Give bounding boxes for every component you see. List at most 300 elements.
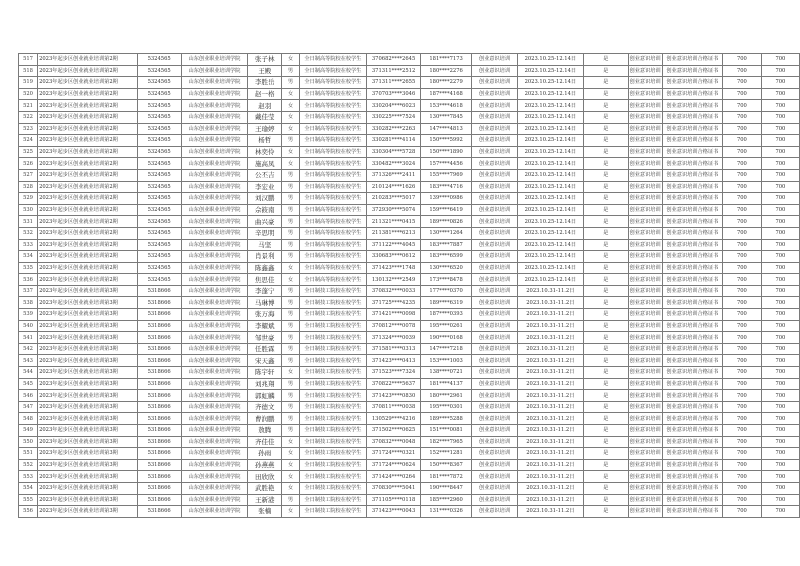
gender-cell: 女 [282,146,299,158]
training-period-cell: 2023.10.25-12.14日 [517,216,583,228]
category-cell: 全日制高等院校在校学生 [299,158,367,170]
training-batch-cell: 2023年起步区创业就业培训第3期 [38,494,137,506]
gender-cell: 女 [282,506,299,518]
qualified-cell: 是 [583,251,628,263]
subsidy-amount-cell: 700 [761,378,799,390]
training-period-cell: 2023.10.25-12.14日 [517,262,583,274]
row-number-cell: 532 [19,227,38,239]
class-code-cell: 5318666 [137,309,181,321]
category-cell: 全日制高等院校在校学生 [299,274,367,286]
certificate-type-cell: 创业意识培训 [628,425,662,437]
class-code-cell: 5324565 [137,54,181,66]
phone-cell: 187****4168 [420,88,471,100]
gender-cell: 男 [282,65,299,77]
training-period-cell: 2023.10.31-11.2日 [517,425,583,437]
training-batch-cell: 2023年起步区创业就业培训第2期 [38,135,137,147]
category-cell: 全日制技工院校在校学生 [299,343,367,355]
training-batch-cell: 2023年起步区创业就业培训第2期 [38,227,137,239]
course-type-cell: 创业意识培训 [472,297,517,309]
row-number-cell: 552 [19,459,38,471]
id-number-cell: 210283****5017 [367,193,421,205]
subsidy-amount-cell: 700 [761,251,799,263]
certificate-type-cell: 创业意识培训 [628,332,662,344]
certificate-type-cell: 创业意识培训 [628,285,662,297]
institution-cell: 山东创业职业培训学院 [181,262,247,274]
institution-cell: 山东创业职业培训学院 [181,494,247,506]
institution-cell: 山东创业职业培训学院 [181,158,247,170]
roster-table-body [19,54,800,518]
subsidy-standard-cell: 700 [722,262,761,274]
course-type-cell: 创业意识培训 [472,88,517,100]
table-row [19,100,800,112]
training-batch-cell: 2023年起步区创业就业培训第2期 [38,251,137,263]
certificate-name-cell: 创业意识培训合格证书 [662,216,722,228]
gender-cell: 男 [282,378,299,390]
subsidy-amount-cell: 700 [761,436,799,448]
id-number-cell: 371423****1748 [367,262,421,274]
phone-cell: 190****0168 [420,332,471,344]
table-row [19,378,800,390]
course-type-cell: 创业意识培训 [472,367,517,379]
phone-cell: 153****4618 [420,100,471,112]
spreadsheet [18,53,800,518]
table-row [19,181,800,193]
row-number-cell: 522 [19,111,38,123]
phone-cell: 181****7173 [420,54,471,66]
table-row [19,204,800,216]
certificate-type-cell: 创业意识培训 [628,239,662,251]
phone-cell: 180****2276 [420,65,471,77]
certificate-name-cell: 创业意识培训合格证书 [662,251,722,263]
certificate-type-cell: 创业意识培训 [628,65,662,77]
id-number-cell: 371724****0624 [367,459,421,471]
subsidy-standard-cell: 700 [722,320,761,332]
qualified-cell: 是 [583,482,628,494]
id-number-cell: 371105****0118 [367,494,421,506]
certificate-type-cell: 创业意识培训 [628,378,662,390]
table-row [19,297,800,309]
category-cell: 全日制技工院校在校学生 [299,494,367,506]
certificate-type-cell: 创业意识培训 [628,146,662,158]
trainee-name-cell: 戴佳莹 [248,111,282,123]
category-cell: 全日制技工院校在校学生 [299,390,367,402]
id-number-cell: 371423****0413 [367,355,421,367]
subsidy-amount-cell: 700 [761,274,799,286]
certificate-name-cell: 创业意识培训合格证书 [662,471,722,483]
class-code-cell: 5318666 [137,297,181,309]
institution-cell: 山东创业职业培训学院 [181,436,247,448]
table-row [19,88,800,100]
class-code-cell: 5318666 [137,332,181,344]
category-cell: 全日制高等院校在校学生 [299,146,367,158]
qualified-cell: 是 [583,77,628,89]
trainee-name-cell: 张子林 [248,54,282,66]
training-period-cell: 2023.10.25-12.14日 [517,111,583,123]
row-number-cell: 542 [19,343,38,355]
row-number-cell: 517 [19,54,38,66]
qualified-cell: 是 [583,88,628,100]
training-batch-cell: 2023年起步区创业就业培训第2期 [38,146,137,158]
training-batch-cell: 2023年起步区创业就业培训第3期 [38,320,137,332]
class-code-cell: 5324565 [137,146,181,158]
trainee-name-cell: 曹润鹏 [248,413,282,425]
class-code-cell: 5318666 [137,367,181,379]
institution-cell: 山东创业职业培训学院 [181,216,247,228]
phone-cell: 157****4456 [420,158,471,170]
phone-cell: 150****5992 [420,135,471,147]
category-cell: 全日制高等院校在校学生 [299,262,367,274]
institution-cell: 山东创业职业培训学院 [181,181,247,193]
subsidy-standard-cell: 700 [722,448,761,460]
category-cell: 全日制技工院校在校学生 [299,448,367,460]
certificate-name-cell: 创业意识培训合格证书 [662,378,722,390]
qualified-cell: 是 [583,425,628,437]
subsidy-standard-cell: 700 [722,297,761,309]
gender-cell: 男 [282,332,299,344]
class-code-cell: 5318666 [137,471,181,483]
certificate-type-cell: 创业意识培训 [628,88,662,100]
training-batch-cell: 2023年起步区创业就业培训第2期 [38,158,137,170]
phone-cell: 151****0081 [420,425,471,437]
certificate-type-cell: 创业意识培训 [628,401,662,413]
gender-cell: 女 [282,123,299,135]
trainee-name-cell: 施高凤 [248,158,282,170]
qualified-cell: 是 [583,320,628,332]
certificate-type-cell: 创业意识培训 [628,494,662,506]
table-row [19,227,800,239]
class-code-cell: 5318666 [137,355,181,367]
certificate-type-cell: 创业意识培训 [628,54,662,66]
id-number-cell: 370830****5041 [367,482,421,494]
phone-cell: 189****5288 [420,413,471,425]
training-batch-cell: 2023年起步区创业就业培训第2期 [38,88,137,100]
training-period-cell: 2023.10.25-12.14日 [517,181,583,193]
id-number-cell: 330281****4114 [367,135,421,147]
subsidy-standard-cell: 700 [722,216,761,228]
subsidy-amount-cell: 700 [761,343,799,355]
training-period-cell: 2023.10.31-11.2日 [517,436,583,448]
trainee-name-cell: 齐佳佳 [248,436,282,448]
course-type-cell: 创业意识培训 [472,100,517,112]
id-number-cell: 211321****0415 [367,216,421,228]
certificate-name-cell: 创业意识培训合格证书 [662,343,722,355]
course-type-cell: 创业意识培训 [472,158,517,170]
certificate-name-cell: 创业意识培训合格证书 [662,123,722,135]
subsidy-standard-cell: 700 [722,65,761,77]
subsidy-amount-cell: 700 [761,494,799,506]
certificate-name-cell: 创业意识培训合格证书 [662,274,722,286]
phone-cell: 183****7887 [420,239,471,251]
certificate-name-cell: 创业意识培训合格证书 [662,459,722,471]
id-number-cell: 371324****0039 [367,332,421,344]
subsidy-standard-cell: 700 [722,459,761,471]
qualified-cell: 是 [583,54,628,66]
institution-cell: 山东创业职业培训学院 [181,297,247,309]
gender-cell: 男 [282,297,299,309]
institution-cell: 山东创业职业培训学院 [181,285,247,297]
certificate-type-cell: 创业意识培训 [628,204,662,216]
class-code-cell: 5324565 [137,216,181,228]
institution-cell: 山东创业职业培训学院 [181,65,247,77]
subsidy-amount-cell: 700 [761,77,799,89]
training-batch-cell: 2023年起步区创业就业培训第3期 [38,367,137,379]
qualified-cell: 是 [583,332,628,344]
training-period-cell: 2023.10.25-12.14日 [517,251,583,263]
subsidy-standard-cell: 700 [722,77,761,89]
phone-cell: 130****7845 [420,111,471,123]
training-batch-cell: 2023年起步区创业就业培训第3期 [38,506,137,518]
qualified-cell: 是 [583,390,628,402]
qualified-cell: 是 [583,65,628,77]
class-code-cell: 5324565 [137,181,181,193]
certificate-type-cell: 创业意识培训 [628,158,662,170]
subsidy-amount-cell: 700 [761,425,799,437]
institution-cell: 山东创业职业培训学院 [181,343,247,355]
training-period-cell: 2023.10.25-12.14日 [517,123,583,135]
gender-cell: 男 [282,169,299,181]
qualified-cell: 是 [583,309,628,321]
phone-cell: 131****0326 [420,506,471,518]
trainee-name-cell: 李耀斌 [248,320,282,332]
training-batch-cell: 2023年起步区创业就业培训第2期 [38,123,137,135]
category-cell: 全日制技工院校在校学生 [299,297,367,309]
class-code-cell: 5318666 [137,482,181,494]
class-code-cell: 5318666 [137,378,181,390]
subsidy-standard-cell: 700 [722,309,761,321]
class-code-cell: 5324565 [137,100,181,112]
institution-cell: 山东创业职业培训学院 [181,425,247,437]
course-type-cell: 创业意识培训 [472,204,517,216]
subsidy-amount-cell: 700 [761,158,799,170]
certificate-name-cell: 创业意识培训合格证书 [662,262,722,274]
subsidy-standard-cell: 700 [722,494,761,506]
certificate-name-cell: 创业意识培训合格证书 [662,413,722,425]
id-number-cell: 371423****0830 [367,390,421,402]
subsidy-amount-cell: 700 [761,482,799,494]
subsidy-standard-cell: 700 [722,343,761,355]
subsidy-standard-cell: 700 [722,158,761,170]
class-code-cell: 5318666 [137,285,181,297]
institution-cell: 山东创业职业培训学院 [181,448,247,460]
phone-cell: 153****1003 [420,355,471,367]
trainee-name-cell: 邹世豪 [248,332,282,344]
trainee-name-cell: 齐德文 [248,401,282,413]
class-code-cell: 5324565 [137,274,181,286]
gender-cell: 女 [282,274,299,286]
institution-cell: 山东创业职业培训学院 [181,123,247,135]
certificate-name-cell: 创业意识培训合格证书 [662,65,722,77]
class-code-cell: 5318666 [137,506,181,518]
id-number-cell: 330683****0612 [367,251,421,263]
subsidy-amount-cell: 700 [761,332,799,344]
trainee-name-cell: 曲兴豪 [248,216,282,228]
training-batch-cell: 2023年起步区创业就业培训第2期 [38,262,137,274]
category-cell: 全日制技工院校在校学生 [299,285,367,297]
qualified-cell: 是 [583,227,628,239]
institution-cell: 山东创业职业培训学院 [181,355,247,367]
qualified-cell: 是 [583,123,628,135]
category-cell: 全日制高等院校在校学生 [299,216,367,228]
id-number-cell: 210124****1626 [367,181,421,193]
gender-cell: 男 [282,494,299,506]
gender-cell: 女 [282,262,299,274]
subsidy-amount-cell: 700 [761,239,799,251]
gender-cell: 女 [282,471,299,483]
trainee-name-cell: 孙雨 [248,448,282,460]
training-period-cell: 2023.10.25-12.14日 [517,274,583,286]
training-period-cell: 2023.10.25-12.14日 [517,146,583,158]
category-cell: 全日制高等院校在校学生 [299,251,367,263]
table-row [19,65,800,77]
gender-cell: 男 [282,181,299,193]
institution-cell: 山东创业职业培训学院 [181,169,247,181]
row-number-cell: 524 [19,135,38,147]
subsidy-amount-cell: 700 [761,367,799,379]
gender-cell: 男 [282,390,299,402]
certificate-name-cell: 创业意识培训合格证书 [662,193,722,205]
qualified-cell: 是 [583,494,628,506]
row-number-cell: 555 [19,494,38,506]
qualified-cell: 是 [583,193,628,205]
phone-cell: 182****7965 [420,436,471,448]
table-row [19,193,800,205]
table-row [19,111,800,123]
table-row [19,471,800,483]
id-number-cell: 330225****7524 [367,111,421,123]
gender-cell: 男 [282,355,299,367]
course-type-cell: 创业意识培训 [472,332,517,344]
course-type-cell: 创业意识培训 [472,413,517,425]
row-number-cell: 553 [19,471,38,483]
training-period-cell: 2023.10.25-12.14日 [517,239,583,251]
training-period-cell: 2023.10.31-11.2日 [517,332,583,344]
gender-cell: 女 [282,436,299,448]
subsidy-standard-cell: 700 [722,332,761,344]
training-batch-cell: 2023年起步区创业就业培训第3期 [38,332,137,344]
gender-cell: 男 [282,413,299,425]
institution-cell: 山东创业职业培训学院 [181,227,247,239]
phone-cell: 155****7969 [420,169,471,181]
certificate-name-cell: 创业意识培训合格证书 [662,436,722,448]
gender-cell: 女 [282,367,299,379]
training-batch-cell: 2023年起步区创业就业培训第3期 [38,378,137,390]
course-type-cell: 创业意识培训 [472,343,517,355]
course-type-cell: 创业意识培训 [472,285,517,297]
table-row [19,135,800,147]
training-batch-cell: 2023年起步区创业就业培训第3期 [38,482,137,494]
gender-cell: 男 [282,239,299,251]
phone-cell: 147****7218 [420,343,471,355]
qualified-cell: 是 [583,181,628,193]
phone-cell: 180****2279 [420,77,471,89]
id-number-cell: 211381****6213 [367,227,421,239]
training-batch-cell: 2023年起步区创业就业培训第3期 [38,343,137,355]
certificate-name-cell: 创业意识培训合格证书 [662,100,722,112]
row-number-cell: 536 [19,274,38,286]
certificate-type-cell: 创业意识培训 [628,367,662,379]
certificate-type-cell: 创业意识培训 [628,169,662,181]
subsidy-amount-cell: 700 [761,390,799,402]
phone-cell: 180****2961 [420,390,471,402]
training-batch-cell: 2023年起步区创业就业培训第3期 [38,401,137,413]
subsidy-standard-cell: 700 [722,401,761,413]
subsidy-amount-cell: 700 [761,123,799,135]
training-period-cell: 2023.10.31-11.2日 [517,459,583,471]
subsidy-amount-cell: 700 [761,88,799,100]
institution-cell: 山东创业职业培训学院 [181,77,247,89]
class-code-cell: 5324565 [137,111,181,123]
institution-cell: 山东创业职业培训学院 [181,274,247,286]
id-number-cell: 371122****4045 [367,239,421,251]
category-cell: 全日制技工院校在校学生 [299,482,367,494]
training-period-cell: 2023.10.31-11.2日 [517,343,583,355]
course-type-cell: 创业意识培训 [472,401,517,413]
category-cell: 全日制高等院校在校学生 [299,88,367,100]
subsidy-standard-cell: 700 [722,436,761,448]
qualified-cell: 是 [583,158,628,170]
training-batch-cell: 2023年起步区创业就业培训第3期 [38,355,137,367]
table-row [19,401,800,413]
subsidy-amount-cell: 700 [761,169,799,181]
trainee-name-cell: 孙燕燕 [248,459,282,471]
training-period-cell: 2023.10.31-11.2日 [517,285,583,297]
subsidy-amount-cell: 700 [761,448,799,460]
class-code-cell: 5324565 [137,262,181,274]
subsidy-standard-cell: 700 [722,146,761,158]
trainee-name-cell: 张万海 [248,309,282,321]
subsidy-amount-cell: 700 [761,320,799,332]
certificate-name-cell: 创业意识培训合格证书 [662,135,722,147]
phone-cell: 187****0393 [420,309,471,321]
table-row [19,216,800,228]
phone-cell: 152****1281 [420,448,471,460]
course-type-cell: 创业意识培训 [472,65,517,77]
row-number-cell: 534 [19,251,38,263]
category-cell: 全日制高等院校在校学生 [299,204,367,216]
subsidy-amount-cell: 700 [761,204,799,216]
trainee-name-cell: 马琳博 [248,297,282,309]
gender-cell: 男 [282,401,299,413]
gender-cell: 男 [282,309,299,321]
subsidy-amount-cell: 700 [761,506,799,518]
gender-cell: 男 [282,343,299,355]
qualified-cell: 是 [583,506,628,518]
gender-cell: 男 [282,425,299,437]
certificate-name-cell: 创业意识培训合格证书 [662,111,722,123]
id-number-cell: 370832****0033 [367,285,421,297]
table-row [19,251,800,263]
certificate-name-cell: 创业意识培训合格证书 [662,401,722,413]
table-row [19,77,800,89]
certificate-name-cell: 创业意识培训合格证书 [662,309,722,321]
class-code-cell: 5324565 [137,227,181,239]
course-type-cell: 创业意识培训 [472,77,517,89]
trainee-name-cell: 刘兆翔 [248,378,282,390]
subsidy-amount-cell: 700 [761,401,799,413]
course-type-cell: 创业意识培训 [472,506,517,518]
subsidy-standard-cell: 700 [722,367,761,379]
training-batch-cell: 2023年起步区创业就业培训第2期 [38,54,137,66]
trainee-name-cell: 肖景利 [248,251,282,263]
gender-cell: 女 [282,459,299,471]
subsidy-standard-cell: 700 [722,204,761,216]
category-cell: 全日制高等院校在校学生 [299,181,367,193]
training-period-cell: 2023.10.25-12.14日 [517,227,583,239]
class-code-cell: 5318666 [137,401,181,413]
institution-cell: 山东创业职业培训学院 [181,459,247,471]
training-period-cell: 2023.10.31-11.2日 [517,494,583,506]
subsidy-amount-cell: 700 [761,262,799,274]
